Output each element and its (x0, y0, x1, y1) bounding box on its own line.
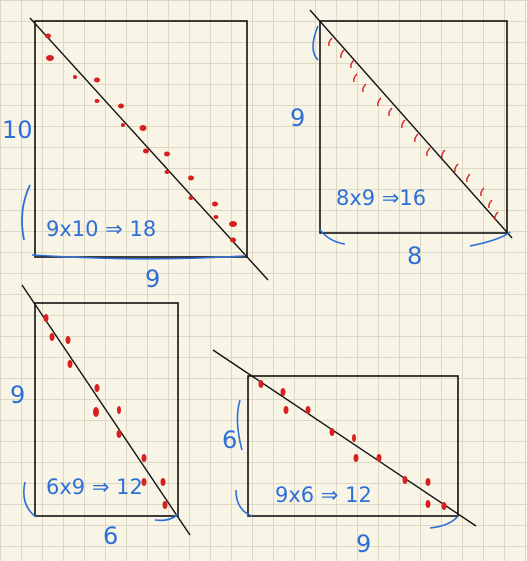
panel-a-marks (45, 34, 237, 243)
panel-d-side-label: 6 (222, 426, 238, 454)
panel-a-side-label: 10 (2, 116, 33, 144)
panel-d-formula: 9x6 ⇒ 12 (275, 483, 372, 507)
panel-d (213, 350, 476, 558)
panel-a-bottom-label: 9 (145, 265, 161, 293)
panel-c-formula: 6x9 ⇒ 12 (46, 475, 143, 499)
panel-a-formula: 9x10 ⇒ 18 (46, 217, 157, 241)
panel-a (2, 18, 268, 293)
panel-c-bottom-label: 6 (103, 522, 119, 550)
panel-b-formula: 8x9 ⇒16 (336, 186, 427, 210)
panel-b-bottom-label: 8 (407, 242, 423, 270)
panel-c (10, 285, 190, 550)
panel-b-side-label: 9 (290, 104, 306, 132)
panel-b (290, 10, 512, 270)
panel-c-side-label: 9 (10, 381, 26, 409)
panel-d-bottom-label: 9 (356, 530, 372, 558)
